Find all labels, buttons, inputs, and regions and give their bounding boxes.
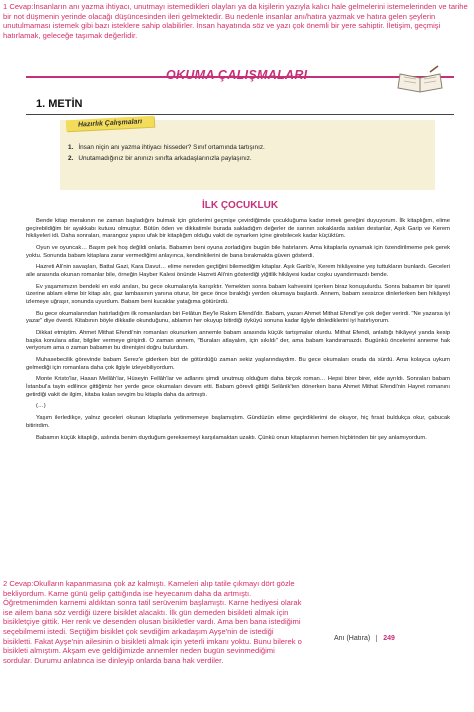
item-text: Unutamadığınız bir anınızı sınıfta arkadaşlarınızla paylaşınız. xyxy=(78,155,252,162)
handwritten-answer-1: 1 Cevap:İnsanların anı yazma ihtiyacı, unutmayı istemedikleri olayları ya da kişilerin yazıyla kalıcı hale gelmelerini istemelerinden ve tarihe bir not düşmenin yerinde olacağı düşüncesinden ileri gelmektedir. Bu nedenle insanlar anı/hatıra yazmak ve hatıra gelen şeylerin unutulmaması istemek gibi bazı isteklere sahip olabilirler. İnsan hayatında söz ve yazı çok önemli bir yere sahiptir. İletişim, geçmişi hatırlamak, geleceğe taşımak değerlidir. xyxy=(3,2,468,40)
preparation-tab: Hazırlık Çalışmaları xyxy=(66,116,155,132)
paragraph: Monte Kristo'lar, Hasan Mellâh'lar, Hüseyin Fellâh'lar ve adlarını şimdi unutmuş olduğum daha birçok roman… Hepsi birer birer, elde ayrıldı. Sonraları babam İstanbul'a tayin edilince gittiğimiz her yerde gece okumaları devam etti. Babam görevli gittiği Selânik'ten dönerken bana Ahmet Mithat Efendi'nin Hayret romanını getirdiği vakit de ilgim, kitaba kalan sevgim bu kitapla daha da artmıştı. xyxy=(26,376,450,398)
section-rule xyxy=(26,114,454,115)
item-text: İnsan niçin anı yazma ihtiyacı hisseder? Sınıf ortamında tartışınız. xyxy=(78,144,265,151)
paragraph: Bende kitap merakının ne zaman başladığını bulmak için gözlerimi geçmişe çevirdiğimde çocukluğuma kadar inmek gereğini duyuyorum. İlk kitaplığım, elime geçirebildiğim bir ayakkabı kutusu olmuştur. Bütün öden ve dikkatimle burada sakladığım değerler de sarının sokaklarda satılan destanlar, Aşık Garip ve Kerem hikâyeleri idi. Daha sonraları, marangoz yapısı ufak bir kitaplığım olduğu vakit de oynarken içine girebilecek kadar küçüktüm. xyxy=(26,218,450,240)
open-book-icon xyxy=(394,64,446,98)
page-title: OKUMA ÇALIŞMALARI xyxy=(166,68,308,82)
paragraph: Muhasebecilik görevinde babam Serez'e giderken bizi de götürdüğü zaman sekiz yaşlarındaydım. Bu gece okumaları orada da sürdü. Ama kolayca uykum gelmediği için romanlara daha çok ilgiyle izleyebiliyordum. xyxy=(26,357,450,371)
preparation-item xyxy=(68,155,428,163)
paragraph: Bu gece okumalarından hatırladığım ilk romanlardan biri Felâtun Bey'le Rakım Efendi'dir. Babam, yazarı Ahmet Mithat Efendi'ye çok değer verirdi. "Ne yazarsa iyi yazar" diye överdi. Kitabının böyle dikkatle okunduğunu, ablamın her okuyup bitirdiği öyküyü sonuna kadar ilgiyle dinlediklerini iyi hatırlıyorum. xyxy=(26,310,450,325)
paragraph: Oyun ve oyuncak… Başım pek hoş değildi onlarla. Babamın beni oyuna zorladığını bugün bile hatırlarım. Ama kitaplarla oynamak için özendirilmeme pek gerek yoktu. Sonunda babam kitaplara zarar vermediğimi anlayınca, kendinkilerini de bana bırakmakta güven gösterdi. xyxy=(26,244,450,259)
paragraph: Yaşım ilerledikçe, yalnız geceleri okunan kitaplarla yetinmemeye başlamıştım. Gündüzün elime geçirdiklerimi de okuyor, hiç fırsat buldukça okur, çabucak bitirirdim. xyxy=(26,415,450,429)
story-title: İLK ÇOCUKLUK xyxy=(201,200,279,211)
preparation-list xyxy=(68,144,428,166)
item-number: 2. xyxy=(68,155,74,162)
paragraph: Ev yaşamımızın bendeki en eski anıları, bu gece okumalarıyla karışıktır. Yemekten sonra babam kahvesini içerken biraz konuşulurdu. Sonra babamın bir işareti üzerine ablam elime bir kitap alır, gaz lambasının yanına oturur, bir gece önce bıraktığı yerden okumaya başlardı. Annem, babam sessizce dinlerlerken ben hikâyeyi izlemeye uğraşır, sonunda uyurdum. Babam beni kucaklar yatağıma götürürdü. xyxy=(26,283,450,305)
preparation-item xyxy=(68,144,428,152)
paragraph: Dikkat etmiştim. Ahmet Mithat Efendi'nin romanları okunurken annemle babam arasında küçük tartışmalar olurdu. Mithat Efendi, anlattığı hikâyeyi yanda kesip başka konulara atlar, bilgiler vermeye girişirdi. O zaman annem, "Buraları atlayalım, için sıkıldı" der, ama babam kandıramazdı. Bugünkü öncelerini anneme hak veriyorum ama o zaman babamın bu direnişini doğru bulurdum. xyxy=(26,330,450,352)
page-number: 249 xyxy=(376,635,395,642)
paragraph: Hazreti Ali'nin savaşları, Battal Gazi, Kara Davut… elime nereden geçtiğini bilemediğim kitaplar. Aşık Garib'e, Kerem hikâyesine yeş tuttukların bunlardı. Geceleri aile arasında okunan romanlar bile, örneğin Hayber Kalesi önünde Hazreti Ali'nin gösterdiği yiğitlik hikâyesi kadar coşku uyandırmazdı bende. xyxy=(26,264,450,278)
footer-label: Anı (Hatıra) xyxy=(334,635,371,642)
preparation-box xyxy=(60,120,435,190)
paragraph: Babamın küçük kitaplığı, aslında benim duyduğum gereksemeyi karşılamaktan uzaktı. Çünkü onun kitaplarının hemen hiçbirinden bir şey anlamıyordum. xyxy=(36,434,427,441)
page-footer xyxy=(334,635,395,642)
paragraph: (…) xyxy=(36,403,46,410)
section-heading: 1. METİN xyxy=(36,98,83,110)
story-body xyxy=(26,218,450,446)
handwritten-answer-2: 2 Cevap:Okulların kapanmasına çok az kalmıştı. Karneleri alıp tatile çıkmayı dört gözle bekliyordum. Karne günü gelip çattığında ise heyecanım daha da artmıştı. Öğretmenimden karnemi aldıktan sonra tatil serüvenim başlamıştı. Karne hediyesi olarak ise ailem bana söz verdiği üzere bisiklet alacaktı. İlk gün demeden bisikleti almak için bisikletçiye gittik. Her renk ve desenden olusan bisikletler vardı. Ama ben bana istediğimi seçebilmemi istedi. Seçtiğim bisiklet çok sevdiğim arkadaşım Ayşe'nin de istediği bisikletti. Fakat Ayşe'nin ailesinin o bisikleti almak için yeterli imkanı yoktu. Bunu bilerek o bisikleti almıştım. Akşam eve geldiğimizde annemler neden bugün sevinmediğimi sordular. Durumu anlatınca ise dinleyip onlarda bana hak verdiler. xyxy=(3,579,302,665)
item-number: 1. xyxy=(68,144,74,151)
